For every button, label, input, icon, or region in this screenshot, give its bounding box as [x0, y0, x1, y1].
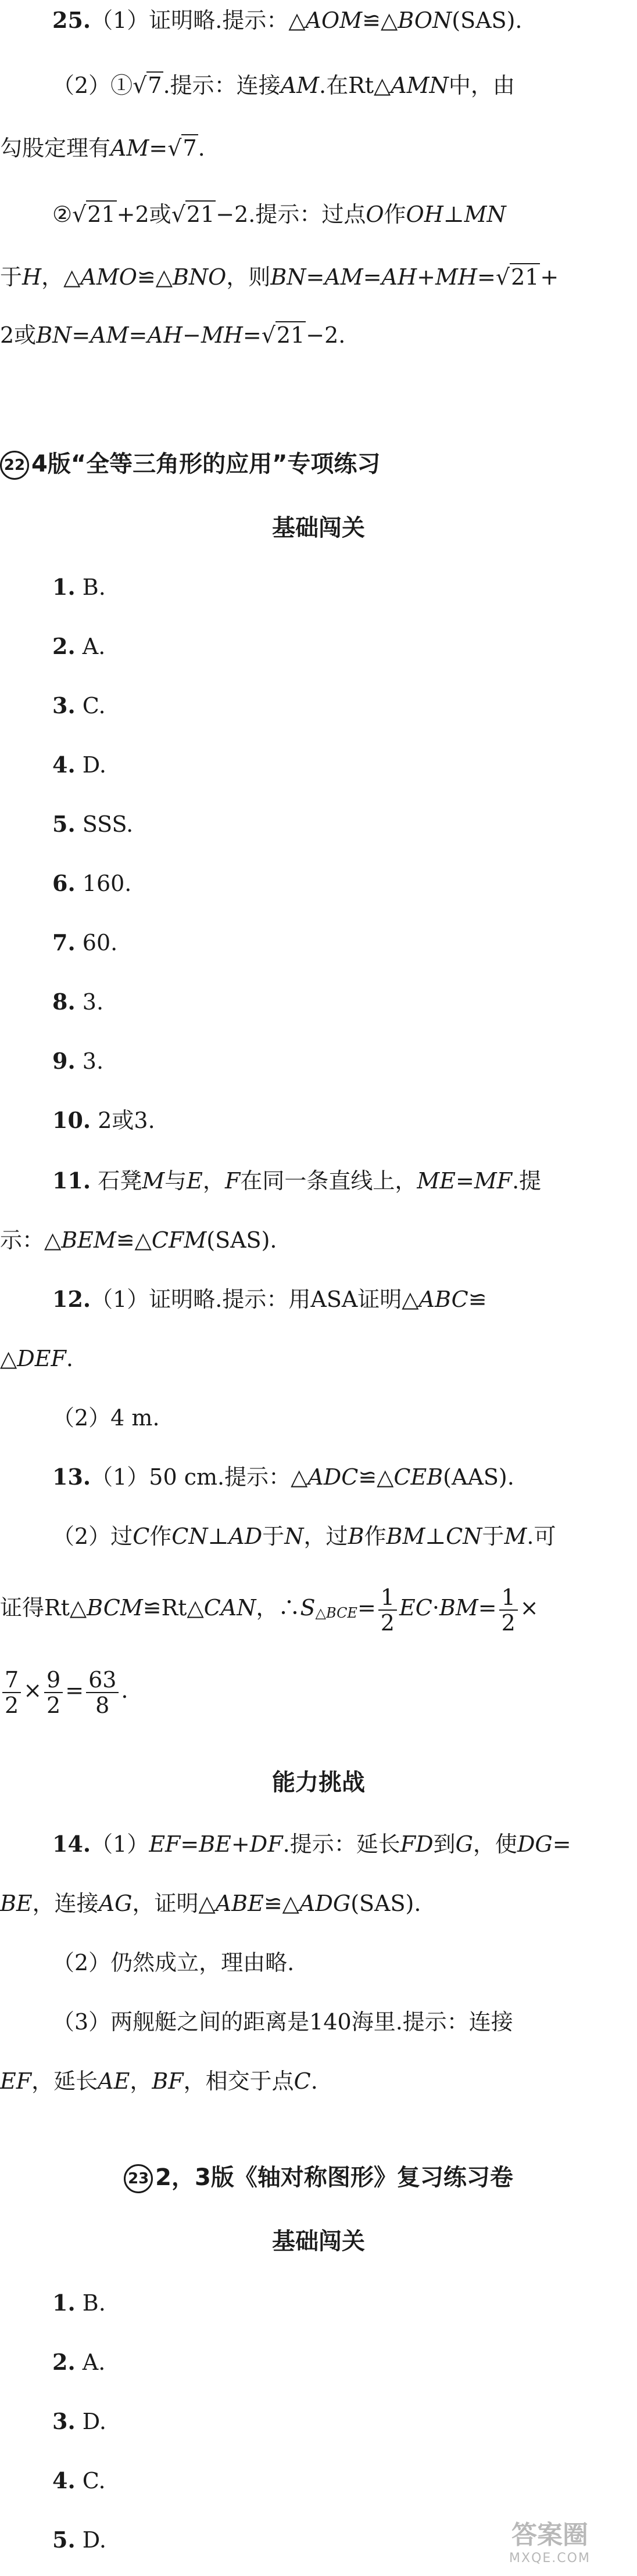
answer-item: 6. 160.	[52, 870, 132, 896]
q13-line4: $\frac{7}{2}$ × $\frac{9}{2}$ = $\frac{63}{8}$ .	[0, 1661, 128, 1719]
q25-line3: 勾股定理有AM=√7.	[0, 135, 205, 161]
circled-number-23: 23	[124, 2164, 153, 2193]
q14-line1: 14.（1）EF=BE+DF.提示：延长FD到G，使DG=	[52, 1831, 571, 1857]
answer-item: 2. A.	[52, 2349, 106, 2375]
q25-line4: ②√21+2或√21−2.提示：过点O作OH⊥MN	[52, 202, 506, 227]
q14-line2: BE，连接AG，证明△ABE≌△ADG(SAS).	[0, 1891, 421, 1916]
answer-item: 5. SSS.	[52, 811, 134, 837]
fraction: $\frac{1}{2}$	[499, 1585, 518, 1635]
section-23-title: 23 2，3版《轴对称图形》复习练习卷	[0, 2161, 637, 2194]
q13-line3: 证得Rt△BCM≌Rt△CAN，∴S△BCE= $\frac{1}{2}$ EC·BM= $\frac{1}{2}$ ×	[0, 1584, 539, 1636]
answer-item: 5. D.	[52, 2527, 106, 2553]
section-22-subtitle: 基础闯关	[272, 515, 365, 541]
fraction: $\frac{9}{2}$	[44, 1668, 63, 1718]
section-23-subtitle: 基础闯关	[272, 2228, 365, 2255]
answer-item: 3. C.	[52, 692, 106, 718]
q25-line6: 2或BN=AM=AH−MH=√21−2.	[0, 322, 346, 348]
answer-item: 1. B.	[52, 574, 106, 600]
fraction: $\frac{63}{8}$	[86, 1668, 119, 1718]
q25-line2: （2）①√7.提示：连接AM.在Rt△AMN中，由	[52, 73, 515, 98]
fraction: $\frac{1}{2}$	[378, 1585, 397, 1635]
answer-item: 10. 2或3.	[52, 1107, 155, 1133]
answer-item: 2. A.	[52, 633, 106, 659]
q12-line2: △DEF.	[0, 1346, 73, 1371]
q25-line5: 于H，△AMO≌△BNO，则BN=AM=AH+MH=√21+	[0, 264, 559, 290]
watermark-text: 答案圈	[511, 2520, 588, 2550]
q11-line2: 示：△BEM≌△CFM(SAS).	[0, 1227, 277, 1253]
answer-item: 4. C.	[52, 2467, 106, 2494]
fraction: $\frac{7}{2}$	[2, 1668, 21, 1718]
watermark-logo	[480, 2520, 620, 2573]
q25-line1: 25.（1）证明略.提示：△AOM≌△BON(SAS).	[52, 7, 523, 33]
answer-item: 8. 3.	[52, 989, 104, 1015]
section-22-subtitle-2: 能力挑战	[272, 1769, 365, 1796]
q12-line3: （2）4 m.	[52, 1405, 160, 1431]
q13-line2: （2）过C作CN⊥AD于N，过B作BM⊥CN于M.可	[52, 1524, 556, 1549]
circled-number-22: 22	[0, 451, 29, 480]
answer-item: 7. 60.	[52, 929, 118, 955]
watermark-url: MXQE.COM	[509, 2551, 591, 2566]
section-22-title: 22 4版“全等三角形的应用”专项练习	[0, 447, 380, 481]
answer-item: 4. D.	[52, 752, 106, 778]
answer-item: 3. D.	[52, 2408, 106, 2434]
q11-line1: 11. 石凳M与E，F在同一条直线上，ME=MF.提	[52, 1167, 542, 1194]
q14-line5: EF，延长AE，BF，相交于点C.	[0, 2068, 318, 2094]
answer-item: 9. 3.	[52, 1048, 104, 1074]
q13-line1: 13.（1）50 cm.提示：△ADC≌△CEB(AAS).	[52, 1464, 514, 1490]
q14-line4: （3）两舰艇之间的距离是140海里.提示：连接	[52, 2009, 513, 2035]
q14-line3: （2）仍然成立，理由略.	[52, 1950, 295, 1975]
answer-item: 1. B.	[52, 2290, 106, 2316]
q12-line1: 12.（1）证明略.提示：用ASA证明△ABC≌	[52, 1286, 487, 1312]
